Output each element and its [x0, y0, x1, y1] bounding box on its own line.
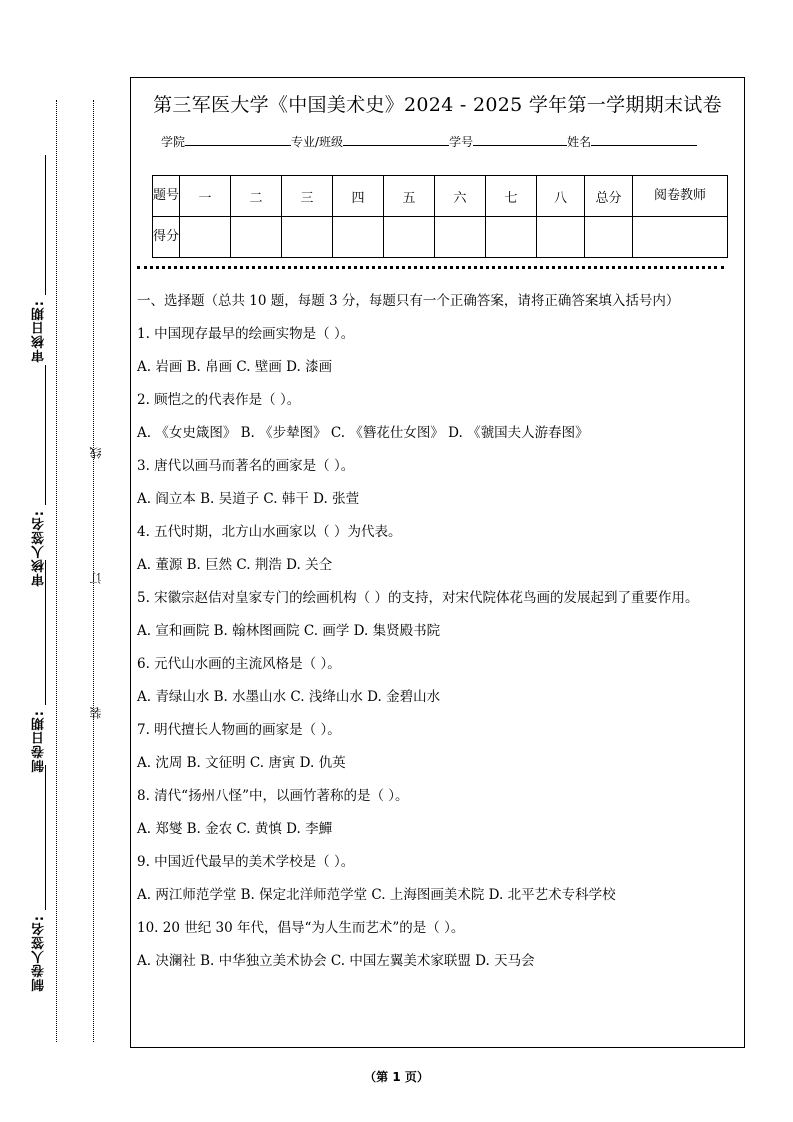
exam-frame — [130, 77, 745, 1048]
score-cell[interactable] — [282, 217, 333, 258]
score-label: 得分 — [153, 217, 180, 258]
college-field[interactable] — [185, 133, 291, 146]
compiler-signature-line — [45, 765, 46, 910]
question-8-options: A. 郑燮 B. 金农 C. 黄慎 D. 李鱓 — [137, 821, 333, 837]
binding-word-staple: 订 — [89, 572, 103, 584]
score-table — [152, 175, 728, 258]
question-6-options: A. 青绿山水 B. 水墨山水 C. 浅绛山水 D. 金碧山水 — [137, 689, 441, 705]
name-field[interactable] — [591, 133, 697, 146]
student-id-label: 学号 — [449, 135, 474, 149]
college-label: 学院 — [161, 135, 186, 149]
review-date-line — [45, 155, 46, 295]
student-info-row — [161, 133, 697, 150]
score-cell[interactable] — [537, 217, 585, 258]
question-4-options: A. 董源 B. 巨然 C. 荆浩 D. 关仝 — [137, 557, 333, 573]
score-cell[interactable] — [333, 217, 384, 258]
exam-title: 第三军医大学《中国美术史》2024 - 2025 学年第一学期期末试卷 — [153, 94, 722, 116]
section-divider — [137, 266, 724, 269]
col-total: 总分 — [585, 176, 633, 217]
reviewer-signature-line — [45, 365, 46, 505]
binding-dotted-line-outer — [56, 100, 57, 1042]
question-2-options: A. 《女史箴图》 B. 《步辇图》 C. 《簪花仕女图》 D. 《虢国夫人游春图》 — [137, 425, 589, 441]
question-9-options: A. 两江师范学堂 B. 保定北洋师范学堂 C. 上海图画美术院 D. 北平艺术专科学校 — [137, 887, 616, 903]
score-table-header-row — [153, 176, 728, 217]
page-number: （第 1 页） — [364, 1070, 429, 1084]
question-number-label: 题号 — [153, 176, 180, 217]
question-8: 8. 清代“扬州八怪”中，以画竹著称的是（ ）。 — [137, 788, 409, 804]
score-cell-grader[interactable] — [633, 217, 728, 258]
question-3: 3. 唐代以画马而著名的画家是（ ）。 — [137, 458, 355, 474]
col-8: 八 — [537, 176, 585, 217]
score-cell[interactable] — [231, 217, 282, 258]
reviewer-signature-label: 审核人签名: — [32, 510, 47, 587]
col-2: 二 — [231, 176, 282, 217]
student-id-field[interactable] — [473, 133, 567, 146]
col-3: 三 — [282, 176, 333, 217]
major-class-field[interactable] — [343, 133, 449, 146]
review-date-label: 审核日期: — [32, 300, 47, 363]
col-1: 一 — [180, 176, 231, 217]
col-5: 五 — [384, 176, 435, 217]
col-7: 七 — [486, 176, 537, 217]
question-1: 1. 中国现存最早的绘画实物是（ ）。 — [137, 326, 355, 342]
binding-word-line: 线 — [89, 447, 103, 459]
question-5: 5. 宋徽宗赵佶对皇家专门的绘画机构（ ）的支持，对宋代院体花鸟画的发展起到了重要作用。 — [137, 590, 699, 606]
question-4: 4. 五代时期，北方山水画家以（ ）为代表。 — [137, 524, 402, 540]
score-cell[interactable] — [486, 217, 537, 258]
question-10: 10. 20 世纪 30 年代，倡导“为人生而艺术”的是（ ）。 — [137, 920, 465, 936]
col-grader: 阅卷教师 — [633, 176, 728, 217]
question-5-options: A. 宣和画院 B. 翰林图画院 C. 画学 D. 集贤殿书院 — [137, 623, 441, 639]
score-cell[interactable] — [384, 217, 435, 258]
score-cell[interactable] — [435, 217, 486, 258]
col-4: 四 — [333, 176, 384, 217]
major-class-label: 专业/班级 — [291, 135, 344, 149]
question-section — [137, 291, 738, 971]
question-1-options: A. 岩画 B. 帛画 C. 壁画 D. 漆画 — [137, 359, 333, 375]
name-label: 姓名 — [567, 135, 592, 149]
binding-word-bind: 装 — [89, 707, 103, 719]
compile-date-label: 制卷日期: — [32, 710, 47, 773]
compiler-signature-label: 制卷人签名: — [32, 915, 47, 992]
score-table-score-row — [153, 217, 728, 258]
question-7-options: A. 沈周 B. 文征明 C. 唐寅 D. 仇英 — [137, 755, 346, 771]
question-7: 7. 明代擅长人物画的画家是（ ）。 — [137, 722, 341, 738]
score-cell-total[interactable] — [585, 217, 633, 258]
question-10-options: A. 决澜社 B. 中华独立美术协会 C. 中国左翼美术家联盟 D. 天马会 — [137, 953, 535, 969]
col-6: 六 — [435, 176, 486, 217]
question-6: 6. 元代山水画的主流风格是（ ）。 — [137, 656, 341, 672]
section-heading: 一、选择题（总共 10 题，每题 3 分，每题只有一个正确答案，请将正确答案填入括号内） — [137, 293, 680, 309]
question-3-options: A. 阎立本 B. 吴道子 C. 韩干 D. 张萱 — [137, 491, 360, 507]
question-9: 9. 中国近代最早的美术学校是（ ）。 — [137, 854, 355, 870]
score-cell[interactable] — [180, 217, 231, 258]
compile-date-line — [45, 560, 46, 705]
binding-dotted-line-inner — [93, 100, 94, 1042]
question-2: 2. 顾恺之的代表作是（ ）。 — [137, 392, 301, 408]
